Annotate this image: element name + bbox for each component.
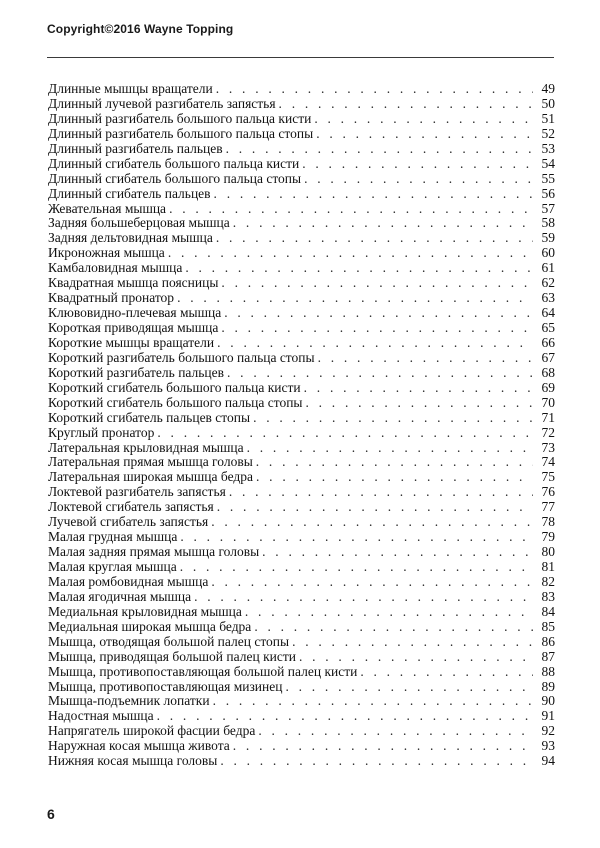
toc-entry [48, 665, 555, 680]
toc-entry-title: Короткая приводящая мышца [48, 320, 219, 335]
toc-entry [48, 635, 555, 650]
toc-entry-title: Икроножная мышца [48, 245, 165, 261]
toc-entry-page: 65 [541, 320, 555, 335]
toc-entry-title: Круглый пронатор [48, 424, 155, 440]
toc-entry [48, 560, 555, 575]
dot-leader [245, 605, 533, 620]
toc-entry-page: 79 [541, 529, 555, 545]
dot-leader [168, 246, 533, 261]
toc-entry-title: Напрягатель широкой фасции бедра [48, 723, 256, 739]
toc-entry-title: Локтевой разгибатель запястья [48, 484, 226, 500]
dot-leader [185, 261, 533, 276]
dot-leader [220, 754, 533, 769]
toc-entry-title: Мышца, противопоставляющая большой палец кисти [48, 663, 358, 679]
toc-entry-page: 74 [541, 454, 555, 470]
dot-leader [227, 366, 533, 381]
toc-entry [48, 650, 555, 665]
toc-entry [48, 291, 555, 306]
toc-entry-page: 62 [541, 275, 555, 291]
toc-entry-page: 51 [541, 110, 555, 126]
dot-leader [221, 321, 533, 336]
toc-entry-title: Малая ягодичная мышца [48, 588, 192, 604]
dot-leader [157, 709, 533, 724]
dot-leader [247, 441, 533, 456]
toc-entry-page: 76 [541, 484, 555, 500]
dot-leader [304, 381, 533, 396]
toc-entry [48, 187, 555, 202]
toc-entry [48, 500, 555, 515]
toc-entry-page: 75 [541, 469, 555, 485]
toc-entry-title: Малая круглая мышца [48, 559, 177, 574]
toc-entry [48, 754, 555, 769]
dot-leader [216, 231, 533, 246]
toc-entry-page: 85 [541, 618, 555, 634]
dot-leader [221, 276, 533, 291]
toc-entry-title: Мышца, противопоставляющая мизинец [48, 678, 283, 694]
toc-entry [48, 261, 555, 276]
toc-entry [48, 97, 555, 112]
toc-entry [48, 455, 555, 470]
toc-entry [48, 396, 555, 411]
toc-entry [48, 575, 555, 590]
toc-entry [48, 515, 555, 530]
toc-entry [48, 321, 555, 336]
toc-entry-title: Медиальная крыловидная мышца [48, 603, 242, 619]
toc-entry [48, 739, 555, 754]
toc-entry-title: Короткий сгибатель пальцев стопы [48, 409, 251, 425]
dot-leader [253, 411, 533, 426]
toc-entry-title: Короткие мышцы вращатели [48, 334, 215, 350]
toc-entry-title: Камбаловидная мышца [48, 260, 183, 276]
toc-entry-page: 90 [541, 693, 555, 709]
toc-entry [48, 381, 555, 396]
dot-leader [226, 142, 533, 157]
toc-entry-page: 73 [541, 439, 555, 455]
dot-leader [216, 82, 533, 97]
toc-entry [48, 724, 555, 739]
toc-entry-title: Латеральная прямая мышца головы [48, 454, 253, 470]
toc-entry-page: 53 [541, 140, 555, 156]
toc-entry [48, 306, 555, 321]
toc-entry-title: Длинный сгибатель пальцев [48, 185, 211, 201]
toc-entry-page: 83 [541, 588, 555, 604]
toc-entry-title: Длинные мышцы вращатели [48, 81, 213, 96]
toc-entry-title: Мышца, приводящая большой палец кисти [48, 648, 296, 664]
toc-entry-page: 94 [541, 753, 555, 769]
dot-leader [316, 127, 533, 142]
dot-leader [169, 202, 533, 217]
dot-leader [318, 351, 533, 366]
toc-entry [48, 605, 555, 620]
dot-leader [279, 97, 533, 112]
toc-entry [48, 231, 555, 246]
toc-entry-page: 82 [541, 573, 555, 589]
toc-entry-page: 63 [541, 290, 555, 306]
toc-entry-page: 49 [541, 81, 555, 96]
toc-entry [48, 411, 555, 426]
toc-entry-title: Короткий сгибатель большого пальца кисти [48, 379, 301, 395]
toc-entry-title: Короткий разгибатель пальцев [48, 364, 225, 380]
dot-leader [360, 665, 533, 680]
toc-entry-page: 78 [541, 514, 555, 530]
toc-entry-page: 56 [541, 185, 555, 201]
toc-entry-page: 58 [541, 215, 555, 231]
toc-entry [48, 82, 555, 97]
dot-leader [299, 650, 533, 665]
dot-leader [194, 590, 533, 605]
toc-entry [48, 530, 555, 545]
dot-leader [258, 724, 533, 739]
toc-entry [48, 351, 555, 366]
toc-entry-title: Длинный лучевой разгибатель запястья [48, 95, 276, 111]
dot-leader [180, 530, 533, 545]
dot-leader [233, 216, 533, 231]
toc-entry-page: 92 [541, 723, 555, 739]
dot-leader [254, 620, 533, 635]
toc-entry-page: 91 [541, 708, 555, 724]
toc-entry-title: Квадратная мышца поясницы [48, 275, 219, 291]
toc-entry [48, 680, 555, 695]
toc-entry [48, 157, 555, 172]
toc-entry-page: 81 [541, 559, 555, 574]
dot-leader [302, 157, 533, 172]
toc-entry [48, 441, 555, 456]
dot-leader [214, 187, 533, 202]
toc-entry-page: 69 [541, 379, 555, 395]
toc-entry-title: Мышца, отводящая большой палец стопы [48, 633, 290, 649]
toc-entry-page: 61 [541, 260, 555, 276]
toc-entry-page: 80 [541, 544, 555, 560]
toc-entry-title: Длинный разгибатель большого пальца кисти [48, 110, 312, 126]
toc-entry-page: 57 [541, 200, 555, 216]
toc-entry [48, 590, 555, 605]
toc-entry [48, 485, 555, 500]
dot-leader [217, 500, 533, 515]
toc-entry-page: 72 [541, 424, 555, 440]
dot-leader [292, 635, 533, 650]
toc-entry [48, 172, 555, 187]
dot-leader [217, 336, 533, 351]
toc-entry-page: 71 [541, 409, 555, 425]
toc-entry-title: Длинный разгибатель большого пальца стопы [48, 125, 314, 141]
toc-entry-title: Малая задняя прямая мышца головы [48, 544, 260, 560]
toc-entry-title: Малая ромбовидная мышца [48, 573, 209, 589]
toc-entry-title: Задняя большеберцовая мышца [48, 215, 230, 231]
toc-entry [48, 426, 555, 441]
toc-entry-title: Медиальная широкая мышца бедра [48, 618, 252, 634]
dot-leader [256, 470, 533, 485]
page-number: 6 [47, 806, 55, 822]
dot-leader [256, 455, 533, 470]
dot-leader [306, 396, 534, 411]
toc-entry [48, 470, 555, 485]
dot-leader [157, 426, 533, 441]
toc-entry-title: Малая грудная мышца [48, 529, 178, 545]
toc-entry-title: Мышца-подъемник лопатки [48, 693, 210, 709]
toc-entry-title: Длинный разгибатель пальцев [48, 140, 223, 156]
toc-entry-title: Короткий разгибатель большого пальца стопы [48, 349, 315, 365]
dot-leader [229, 485, 533, 500]
toc-entry-page: 88 [541, 663, 555, 679]
toc-entry [48, 336, 555, 351]
toc-entry-title: Жевательная мышца [48, 200, 167, 216]
copyright-notice: Copyright©2016 Wayne Topping [47, 22, 234, 36]
toc-entry-title: Длинный сгибатель большого пальца стопы [48, 170, 302, 186]
toc-entry-page: 54 [541, 155, 555, 171]
toc-entry-title: Нижняя косая мышца головы [48, 753, 218, 769]
dot-leader [262, 545, 533, 560]
toc-entry [48, 694, 555, 709]
toc-entry-page: 66 [541, 334, 555, 350]
toc-entry-title: Задняя дельтовидная мышца [48, 230, 213, 246]
toc-entry-title: Квадратный пронатор [48, 290, 175, 306]
toc-entry-page: 55 [541, 170, 555, 186]
dot-leader [211, 515, 533, 530]
toc-entry-page: 89 [541, 678, 555, 694]
toc-entry [48, 202, 555, 217]
toc-entry-page: 67 [541, 349, 555, 365]
table-of-contents [48, 82, 555, 769]
toc-entry [48, 127, 555, 142]
dot-leader [224, 306, 533, 321]
toc-entry-title: Надостная мышца [48, 708, 154, 724]
toc-entry-page: 59 [541, 230, 555, 246]
toc-entry-page: 52 [541, 125, 555, 141]
toc-entry-page: 93 [541, 738, 555, 754]
toc-entry [48, 545, 555, 560]
toc-entry-page: 77 [541, 499, 555, 515]
dot-leader [180, 560, 533, 575]
toc-entry [48, 112, 555, 127]
toc-entry-title: Локтевой сгибатель запястья [48, 499, 214, 515]
toc-entry-title: Наружная косая мышца живота [48, 738, 230, 754]
toc-entry-title: Клювовидно-плечевая мышца [48, 305, 222, 321]
toc-entry-page: 84 [541, 603, 555, 619]
toc-entry [48, 216, 555, 231]
toc-entry-title: Короткий сгибатель большого пальца стопы [48, 394, 303, 410]
toc-entry-title: Длинный сгибатель большого пальца кисти [48, 155, 300, 171]
toc-entry-title: Лучевой сгибатель запястья [48, 514, 209, 530]
toc-entry [48, 246, 555, 261]
toc-entry [48, 276, 555, 291]
toc-entry-title: Латеральная крыловидная мышца [48, 439, 244, 455]
header-divider [47, 57, 554, 58]
dot-leader [314, 112, 533, 127]
toc-entry-page: 60 [541, 245, 555, 261]
dot-leader [233, 739, 533, 754]
toc-entry [48, 142, 555, 157]
toc-entry [48, 366, 555, 381]
toc-entry-page: 64 [541, 305, 555, 321]
toc-entry [48, 709, 555, 724]
toc-entry-title: Латеральная широкая мышца бедра [48, 469, 254, 485]
toc-entry-page: 86 [541, 633, 555, 649]
toc-entry-page: 70 [541, 394, 555, 410]
dot-leader [285, 680, 533, 695]
toc-entry-page: 87 [541, 648, 555, 664]
toc-entry [48, 620, 555, 635]
dot-leader [304, 172, 533, 187]
toc-entry-page: 50 [541, 95, 555, 111]
dot-leader [213, 694, 533, 709]
toc-entry-page: 68 [541, 364, 555, 380]
dot-leader [211, 575, 533, 590]
dot-leader [177, 291, 533, 306]
